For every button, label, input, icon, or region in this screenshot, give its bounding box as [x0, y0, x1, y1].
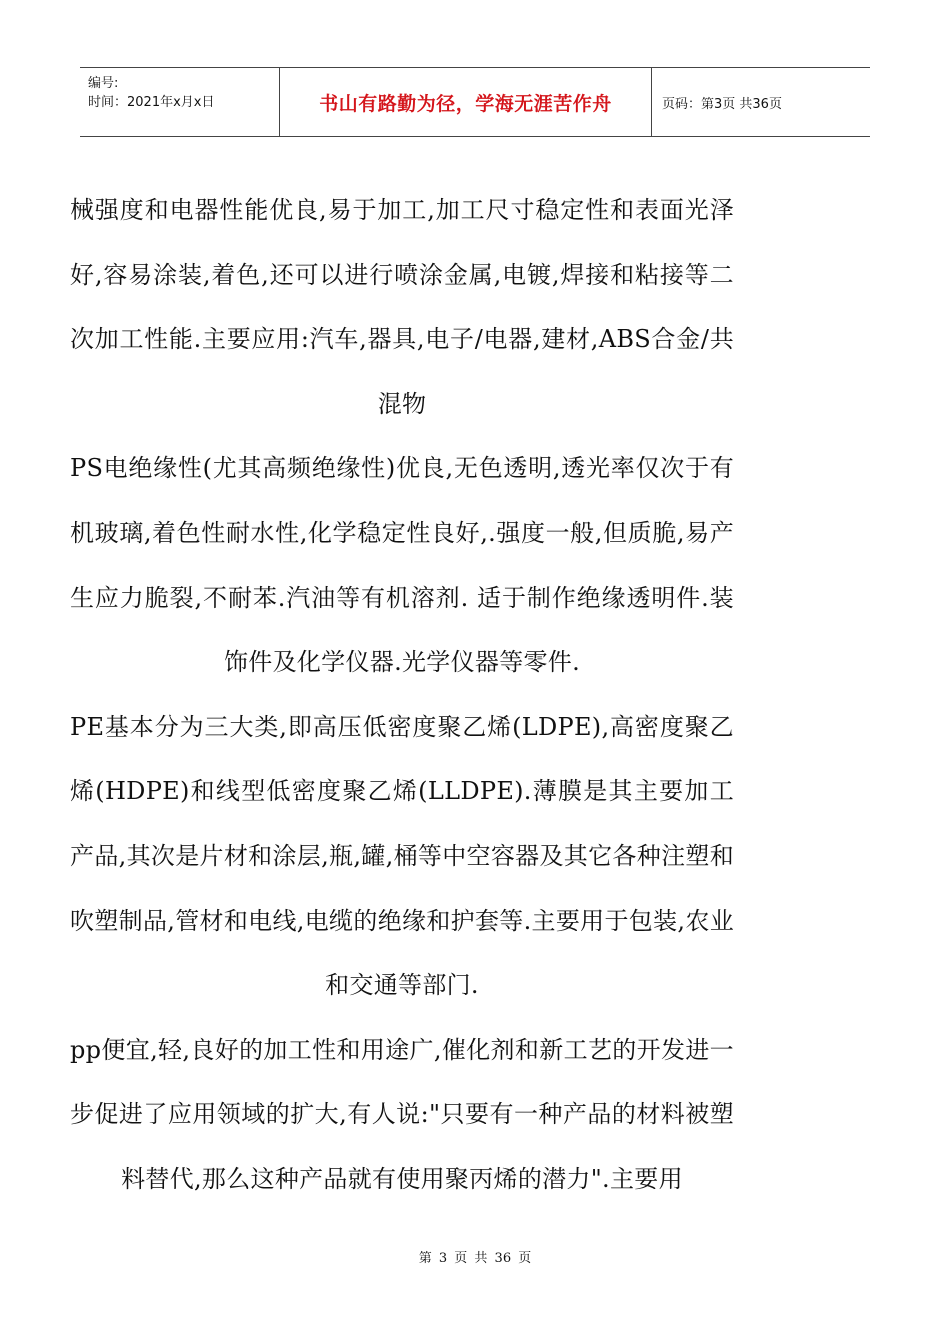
document-time-label: 时间：2021年x月x日	[88, 95, 215, 110]
header-motto: 书山有路勤为径，学海无涯苦作舟	[319, 92, 612, 115]
paragraph-abs: 械强度和电器性能优良,易于加工,加工尺寸稳定性和表面光泽好,容易涂装,着色,还可以进行喷涂金属,电镀,焊接和粘接等二次加工性能.主要应用:汽车,器具,电子/电器,建材,ABS合金/共混物	[70, 196, 734, 418]
header-page-cell	[652, 68, 870, 136]
paragraph-pe: PE基本分为三大类,即高压低密度聚乙烯(LDPE),高密度聚乙烯(HDPE)和线型低密度聚乙烯(LLDPE).薄膜是其主要加工产品,其次是片材和涂层,瓶,罐,桶等中空容器及其它各种注塑和吹塑制品,管材和电线,电缆的绝缘和护套等.主要用于包装,农业和交通等部门.	[70, 712, 734, 1000]
page-footer: 第 3 页 共 36 页	[418, 1251, 532, 1266]
page-header	[80, 67, 870, 137]
document-body	[70, 178, 734, 1212]
header-meta-cell	[80, 68, 280, 136]
document-number-label: 编号:	[88, 76, 119, 91]
header-motto-cell	[280, 68, 652, 136]
paragraph-pp: pp便宜,轻,良好的加工性和用途广,催化剂和新工艺的开发进一步促进了应用领域的扩大,有人说:"只要有一种产品的材料被塑料替代,那么这种产品就有使用聚丙烯的潜力".主要用	[70, 1035, 734, 1193]
paragraph-ps: PS电绝缘性(尤其高频绝缘性)优良,无色透明,透光率仅次于有机玻璃,着色性耐水性,化学稳定性良好,.强度一般,但质脆,易产生应力脆裂,不耐苯.汽油等有机溶剂. 适于制作绝缘透明件.装饰件及化学仪器.光学仪器等零件.	[70, 454, 734, 677]
header-page-info: 页码：第3页 共36页	[662, 96, 782, 112]
